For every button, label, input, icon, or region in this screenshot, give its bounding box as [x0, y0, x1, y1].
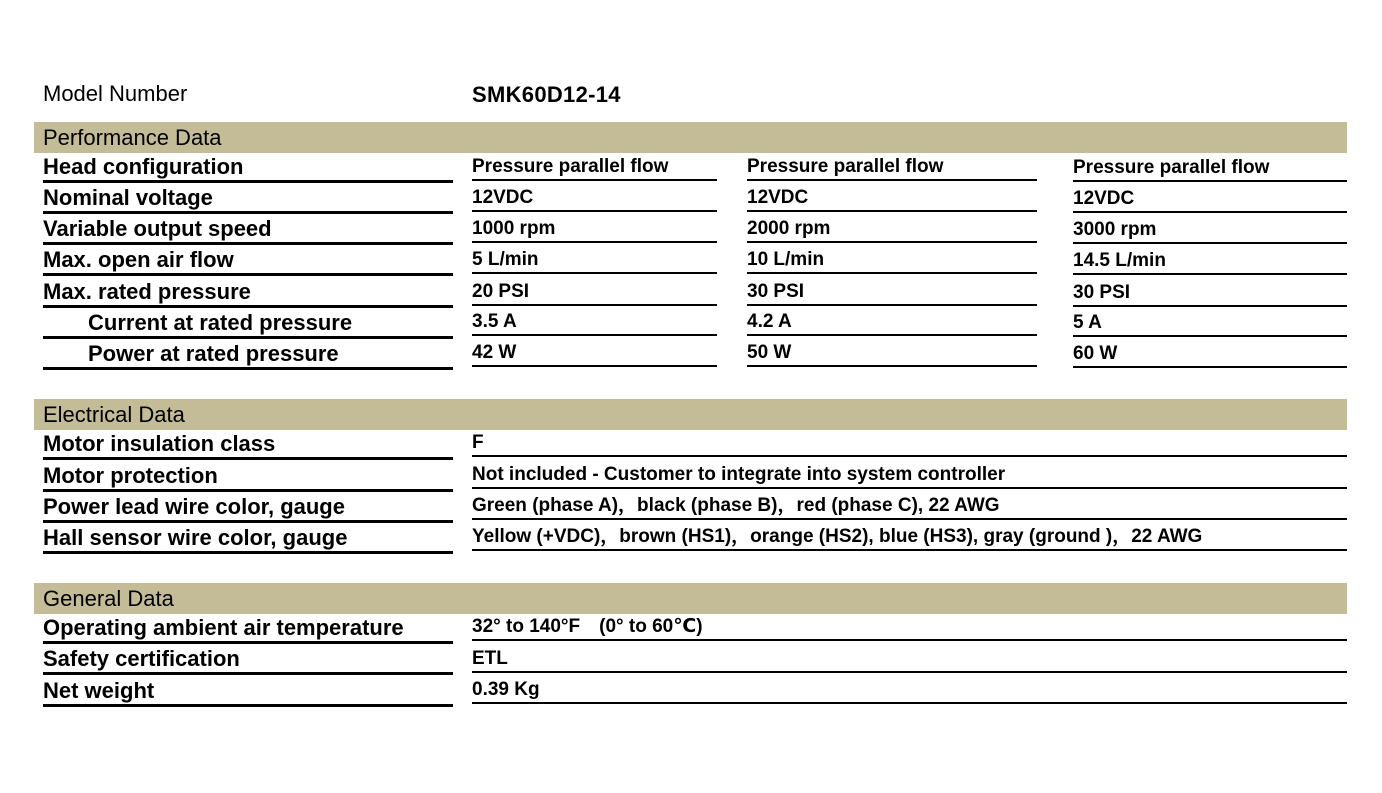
perf-value-col2: 12VDC: [747, 182, 1037, 212]
elec-row-label: Hall sensor wire color, gauge: [43, 522, 453, 554]
general-section-title: General Data: [43, 586, 174, 611]
perf-value-col3: 5 A: [1073, 307, 1347, 337]
elec-row-label: Power lead wire color, gauge: [43, 491, 453, 523]
model-number-value: SMK60D12-14: [472, 82, 621, 107]
perf-value-col1: 3.5 A: [472, 306, 717, 336]
perf-value-col1: 1000 rpm: [472, 213, 717, 243]
performance-section-title: Performance Data: [43, 125, 222, 150]
elec-row-label: Motor insulation class: [43, 428, 453, 460]
perf-value-col1: 5 L/min: [472, 244, 717, 274]
gen-row-value: 0.39 Kg: [472, 674, 1347, 704]
perf-value-col3: Pressure parallel flow: [1073, 152, 1347, 182]
elec-row-value: Yellow (+VDC)，brown (HS1)，orange (HS2), blue (HS3), gray (ground )，22 AWG: [472, 521, 1347, 551]
gen-row-label: Operating ambient air temperature: [43, 612, 453, 644]
perf-value-col3: 60 W: [1073, 338, 1347, 368]
perf-value-col2: 2000 rpm: [747, 213, 1037, 243]
perf-value-col1: 20 PSI: [472, 276, 717, 306]
perf-row-label: Head configuration: [43, 151, 453, 183]
perf-value-col1: 42 W: [472, 337, 717, 367]
perf-value-col3: 12VDC: [1073, 183, 1347, 213]
perf-value-col1: 12VDC: [472, 182, 717, 212]
perf-row-label: Variable output speed: [43, 213, 453, 245]
model-number-label: Model Number: [43, 81, 188, 106]
perf-value-col3: 30 PSI: [1073, 277, 1347, 307]
perf-row-label: Power at rated pressure: [43, 338, 453, 370]
perf-row-label: Max. rated pressure: [43, 276, 453, 308]
perf-value-col3: 14.5 L/min: [1073, 245, 1347, 275]
perf-value-col2: Pressure parallel flow: [747, 151, 1037, 181]
perf-value-col2: 30 PSI: [747, 276, 1037, 306]
elec-row-value: Green (phase A)，black (phase B)，red (phase C), 22 AWG: [472, 490, 1347, 520]
perf-value-col3: 3000 rpm: [1073, 214, 1347, 244]
gen-row-value: ETL: [472, 643, 1347, 673]
elec-row-value: Not included - Customer to integrate into system controller: [472, 459, 1347, 489]
elec-row-label: Motor protection: [43, 460, 453, 492]
perf-value-col2: 50 W: [747, 337, 1037, 367]
performance-section-header: [34, 122, 1347, 153]
electrical-section-title: Electrical Data: [43, 402, 185, 427]
perf-row-label: Nominal voltage: [43, 182, 453, 214]
perf-row-label: Current at rated pressure: [43, 307, 453, 339]
elec-row-value: F: [472, 427, 1347, 457]
gen-row-value: 32° to 140°F (0° to 60℃): [472, 611, 1347, 641]
general-section-header: [34, 583, 1347, 614]
perf-value-col2: 10 L/min: [747, 244, 1037, 274]
electrical-section-header: [34, 399, 1347, 430]
perf-row-label: Max. open air flow: [43, 244, 453, 276]
perf-value-col1: Pressure parallel flow: [472, 151, 717, 181]
gen-row-label: Net weight: [43, 675, 453, 707]
gen-row-label: Safety certification: [43, 643, 453, 675]
perf-value-col2: 4.2 A: [747, 306, 1037, 336]
